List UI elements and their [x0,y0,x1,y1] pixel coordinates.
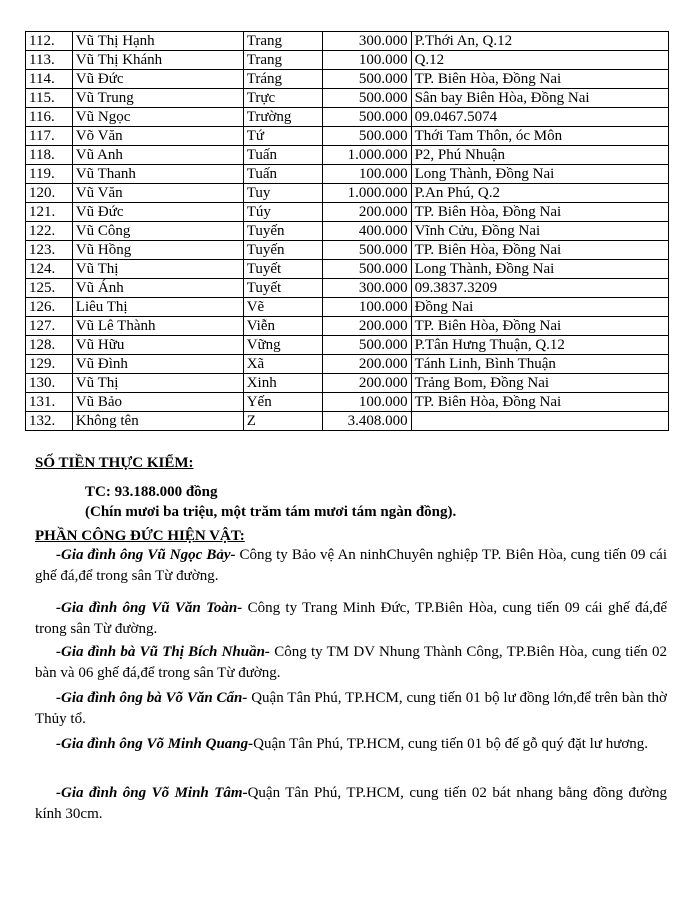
inkind-item [35,688,667,730]
surname-cell: Không tên [72,412,243,431]
given-name-cell: Tuyến [243,241,322,260]
amount-cell: 400.000 [323,222,412,241]
row-number: 117. [26,127,73,146]
amount-cell: 200.000 [323,355,412,374]
surname-cell: Vũ Thị [72,260,243,279]
given-name-cell: Tuyến [243,222,322,241]
amount-cell: 100.000 [323,298,412,317]
amount-cell: 200.000 [323,374,412,393]
given-name-cell: Trang [243,51,322,70]
inkind-donor: -Gia đình ông Vũ Văn Toàn- [56,600,243,616]
row-number: 121. [26,203,73,222]
surname-cell: Vũ Bảo [72,393,243,412]
surname-cell: Vũ Anh [72,146,243,165]
total-amount: TC: 93.188.000 đồng [85,484,218,500]
inkind-text: Công ty Trang Minh Đức, TP.Biên Hòa, cung tiến 09 cái ghế đá,để trong sân Từ đường. [35,600,668,637]
inkind-item [35,642,667,684]
table-row [26,222,669,241]
location-cell: P2, Phú Nhuận [411,146,668,165]
table-row [26,146,669,165]
surname-cell: Vũ Đình [72,355,243,374]
table-row [26,32,669,51]
given-name-cell: Z [243,412,322,431]
given-name-cell: Tuấn [243,146,322,165]
amount-cell: 100.000 [323,393,412,412]
row-number: 116. [26,108,73,127]
table-row [26,165,669,184]
given-name-cell: Tuấn [243,165,322,184]
location-cell: Trảng Bom, Đồng Nai [411,374,668,393]
amount-cell: 200.000 [323,317,412,336]
table-row [26,374,669,393]
surname-cell: Liêu Thị [72,298,243,317]
location-cell: TP. Biên Hòa, Đồng Nai [411,393,668,412]
row-number: 124. [26,260,73,279]
given-name-cell: Tứ [243,127,322,146]
table-row [26,317,669,336]
given-name-cell: Vững [243,336,322,355]
amount-cell: 300.000 [323,279,412,298]
table-row [26,412,669,431]
amount-cell: 200.000 [323,203,412,222]
row-number: 129. [26,355,73,374]
surname-cell: Vũ Thị Hạnh [72,32,243,51]
row-number: 125. [26,279,73,298]
table-row [26,336,669,355]
surname-cell: Vũ Thị [72,374,243,393]
location-cell [411,412,668,431]
location-cell: Long Thành, Đồng Nai [411,165,668,184]
location-cell: Long Thành, Đồng Nai [411,260,668,279]
table-row [26,184,669,203]
inkind-text: Công ty TM DV Nhung Thành Công, TP.Biên Hòa, cung tiến 02 bàn và 06 ghế đá,để trong sân Từ đường. [35,644,667,681]
surname-cell: Vũ Trung [72,89,243,108]
surname-cell: Vũ Đức [72,203,243,222]
row-number: 118. [26,146,73,165]
surname-cell: Vũ Ánh [72,279,243,298]
given-name-cell: Viễn [243,317,322,336]
surname-cell: Vũ Ngọc [72,108,243,127]
surname-cell: Võ Văn [72,127,243,146]
surname-cell: Vũ Thanh [72,165,243,184]
amount-cell: 1.000.000 [323,146,412,165]
inkind-text: Quận Tân Phú, TP.HCM, cung tiến 02 bát nhang bằng đồng đường kính 30cm. [35,785,667,822]
row-number: 127. [26,317,73,336]
inkind-text: Quận Tân Phú, TP.HCM, cung tiến 01 bộ lư đồng lớn,để trên bàn thờ Thủy tổ. [35,690,667,727]
inkind-donor: -Gia đình ông Võ Minh Quang- [56,736,254,752]
surname-cell: Vũ Công [72,222,243,241]
amount-cell: 500.000 [323,336,412,355]
given-name-cell: Xinh [243,374,322,393]
inkind-text: Công ty Bảo vệ An ninhChuyên nghiệp TP. Biên Hòa, cung tiến 09 cái ghế đá,để trong sân Từ đường. [35,547,667,584]
location-cell: TP. Biên Hòa, Đồng Nai [411,317,668,336]
row-number: 113. [26,51,73,70]
row-number: 114. [26,70,73,89]
inkind-item [35,734,667,755]
given-name-cell: Yến [243,393,322,412]
location-cell: TP. Biên Hòa, Đồng Nai [411,241,668,260]
inkind-item [35,783,667,825]
amount-cell: 1.000.000 [323,184,412,203]
amount-cell: 500.000 [323,127,412,146]
table-row [26,127,669,146]
given-name-cell: Xã [243,355,322,374]
surname-cell: Vũ Thị Khánh [72,51,243,70]
table-row [26,260,669,279]
donor-table [25,31,669,431]
surname-cell: Vũ Văn [72,184,243,203]
inkind-donor: -Gia đình ông bà Võ Văn Cẩn- [56,690,248,706]
amount-cell: 100.000 [323,51,412,70]
surname-cell: Vũ Đức [72,70,243,89]
given-name-cell: Túy [243,203,322,222]
surname-cell: Vũ Lê Thành [72,317,243,336]
table-row [26,279,669,298]
table-row [26,89,669,108]
row-number: 112. [26,32,73,51]
location-cell: P.Tân Hưng Thuận, Q.12 [411,336,668,355]
given-name-cell: Trang [243,32,322,51]
table-row [26,298,669,317]
row-number: 130. [26,374,73,393]
total-block [85,482,645,522]
row-number: 132. [26,412,73,431]
total-heading: SỐ TIỀN THỰC KIỂM: [35,455,194,471]
location-cell: Sân bay Biên Hòa, Đồng Nai [411,89,668,108]
table-row [26,393,669,412]
amount-cell: 500.000 [323,108,412,127]
location-cell: 09.0467.5074 [411,108,668,127]
location-cell: Thới Tam Thôn, óc Môn [411,127,668,146]
location-cell: Đồng Nai [411,298,668,317]
inkind-donor: -Gia đình ông Vũ Ngọc Bảy- [56,547,236,563]
inkind-item [35,598,667,640]
given-name-cell: Trực [243,89,322,108]
table-row [26,51,669,70]
row-number: 122. [26,222,73,241]
row-number: 126. [26,298,73,317]
table-row [26,70,669,89]
given-name-cell: Tráng [243,70,322,89]
amount-cell: 500.000 [323,70,412,89]
location-cell: Tánh Linh, Bình Thuận [411,355,668,374]
location-cell: Vĩnh Cửu, Đồng Nai [411,222,668,241]
inkind-item [35,545,667,587]
amount-cell: 3.408.000 [323,412,412,431]
amount-cell: 500.000 [323,89,412,108]
row-number: 123. [26,241,73,260]
given-name-cell: Tuyết [243,260,322,279]
table-row [26,355,669,374]
donor-table-body [26,32,669,431]
row-number: 115. [26,89,73,108]
surname-cell: Vũ Hồng [72,241,243,260]
location-cell: 09.3837.3209 [411,279,668,298]
row-number: 131. [26,393,73,412]
given-name-cell: Tuyết [243,279,322,298]
table-row [26,108,669,127]
location-cell: P.Thới An, Q.12 [411,32,668,51]
given-name-cell: Trường [243,108,322,127]
location-cell: TP. Biên Hòa, Đồng Nai [411,203,668,222]
location-cell: P.An Phú, Q.2 [411,184,668,203]
table-row [26,203,669,222]
amount-cell: 500.000 [323,260,412,279]
row-number: 119. [26,165,73,184]
total-in-words: (Chín mươi ba triệu, một trăm tám mươi tám ngàn đồng). [85,504,457,520]
surname-cell: Vũ Hữu [72,336,243,355]
table-row [26,241,669,260]
amount-cell: 300.000 [323,32,412,51]
row-number: 128. [26,336,73,355]
inkind-heading: PHẦN CÔNG ĐỨC HIỆN VẬT: [35,528,245,544]
inkind-donor: -Gia đình ông Võ Minh Tâm- [56,785,248,801]
given-name-cell: Vẽ [243,298,322,317]
amount-cell: 100.000 [323,165,412,184]
location-cell: TP. Biên Hòa, Đồng Nai [411,70,668,89]
inkind-donor: -Gia đình bà Vũ Thị Bích Nhuần- [56,644,270,660]
row-number: 120. [26,184,73,203]
location-cell: Q.12 [411,51,668,70]
given-name-cell: Tuy [243,184,322,203]
inkind-text: Quận Tân Phú, TP.HCM, cung tiến 01 bộ đế gỗ quý đặt lư hương. [253,736,649,752]
amount-cell: 500.000 [323,241,412,260]
